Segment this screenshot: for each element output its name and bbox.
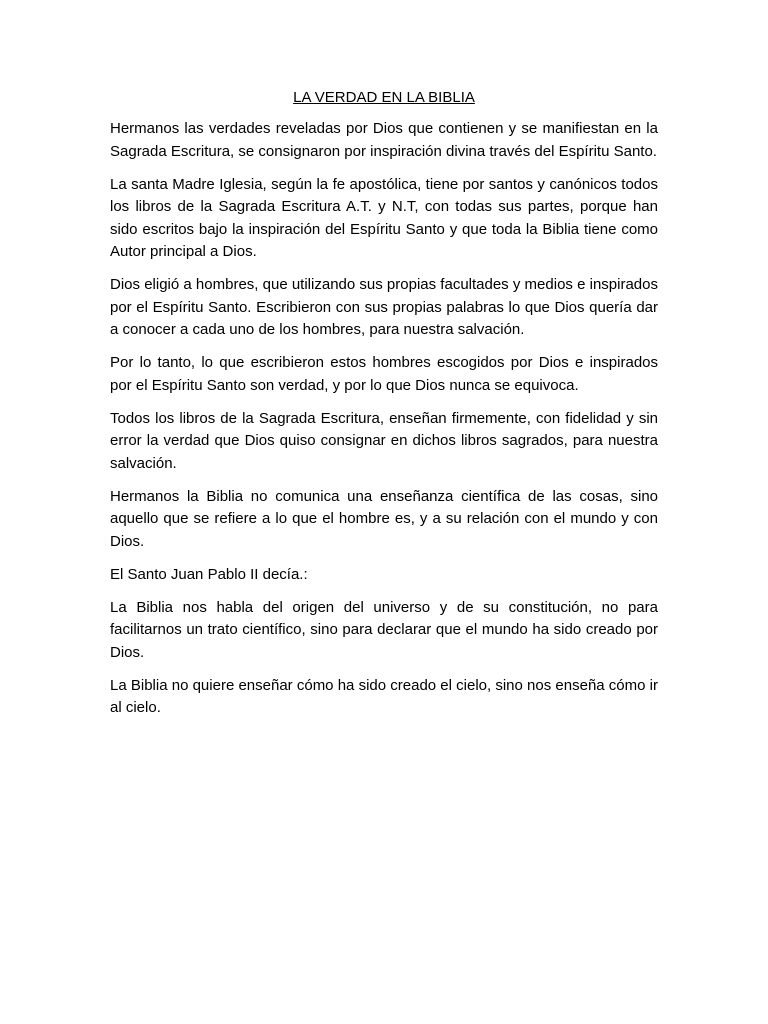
paragraph-4: Por lo tanto, lo que escribieron estos hombres escogidos por Dios e inspirados por el Espíritu Santo son verdad, y por lo que Dios nunca se equivoca.	[110, 354, 658, 394]
paragraph-2: La santa Madre Iglesia, según la fe apostólica, tiene por santos y canónicos todos los libros de la Sagrada Escritura A.T. y N.T, con todas sus partes, porque han sido escritos bajo la inspiración del Espíritu Santo y que toda la Biblia tiene como Autor principal a Dios.	[110, 175, 658, 260]
paragraph-8: La Biblia nos habla del origen del universo y de su constitución, no para facilitarnos un trato científico, sino para declarar que el mundo ha sido creado por Dios.	[110, 598, 658, 661]
document-title: LA VERDAD EN LA BIBLIA	[293, 89, 475, 106]
paragraph-1: Hermanos las verdades reveladas por Dios que contienen y se manifiestan en la Sagrada Escritura, se consignaron por inspiración divina través del Espíritu Santo.	[110, 120, 658, 160]
paragraph-9: La Biblia no quiere enseñar cómo ha sido creado el cielo, sino nos enseña cómo ir al cielo.	[110, 676, 658, 716]
document-page	[110, 88, 658, 730]
paragraph-7: El Santo Juan Pablo II decía.:	[110, 565, 308, 583]
paragraph-6: Hermanos la Biblia no comunica una enseñanza científica de las cosas, sino aquello que se refiere a lo que el hombre es, y a su relación con el mundo y con Dios.	[110, 487, 658, 550]
paragraph-5: Todos los libros de la Sagrada Escritura, enseñan firmemente, con fidelidad y sin error la verdad que Dios quiso consignar en dichos libros sagrados, para nuestra salvación.	[110, 409, 658, 472]
paragraph-3: Dios eligió a hombres, que utilizando sus propias facultades y medios e inspirados por el Espíritu Santo. Escribieron con sus propias palabras lo que Dios quería dar a conocer a cada uno de los hombres, para nuestra salvación.	[110, 276, 658, 338]
